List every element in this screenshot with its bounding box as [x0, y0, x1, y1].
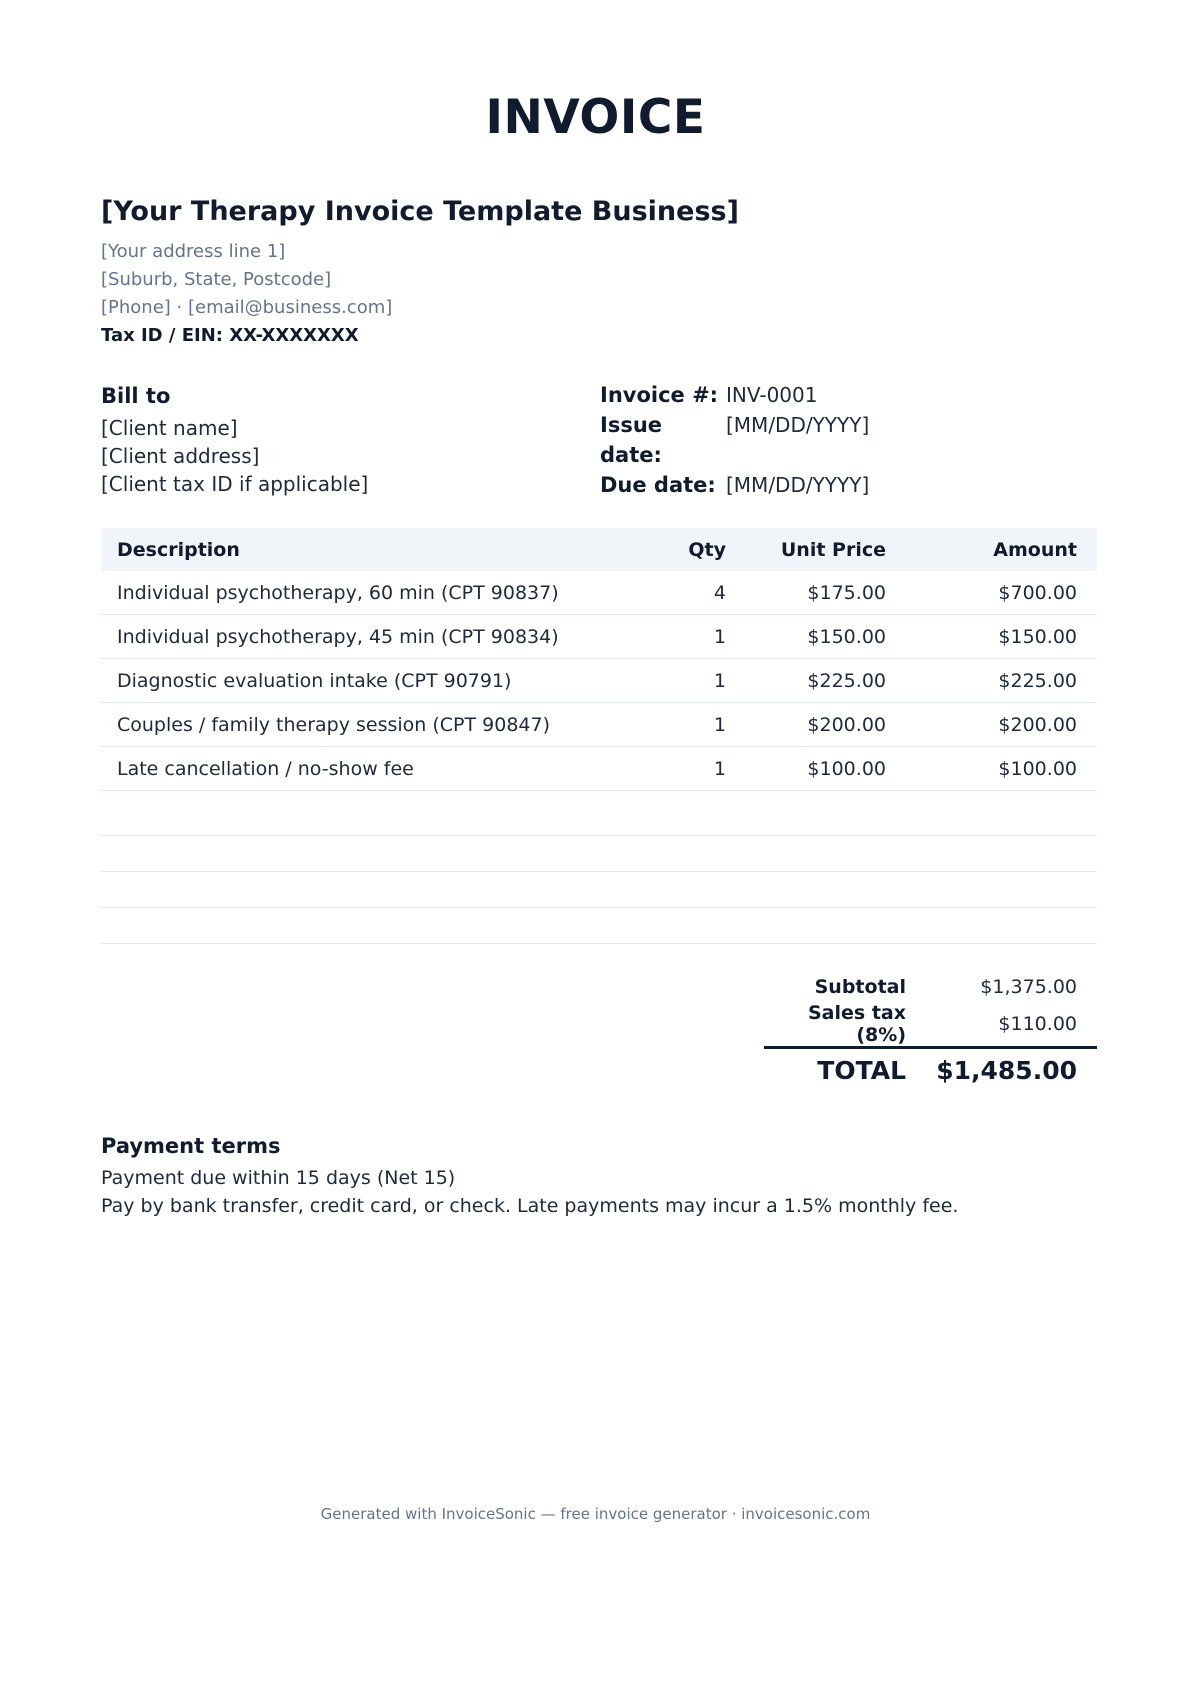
item-description: Individual psychotherapy, 60 min (CPT 90837) — [117, 581, 559, 604]
header-amount: Amount — [993, 538, 1077, 561]
empty-row — [101, 836, 1097, 872]
due-date-label: Due date: — [600, 473, 716, 497]
item-unit-price: $200.00 — [807, 713, 886, 736]
item-qty: 4 — [713, 581, 726, 604]
due-date-row — [600, 470, 1100, 500]
invoice-number-value: INV-0001 — [726, 383, 818, 407]
footer-text: Generated with InvoiceSonic — free invoice generator · invoicesonic.com — [320, 1505, 871, 1523]
item-amount: $100.00 — [998, 757, 1077, 780]
total-label: TOTAL — [817, 1056, 906, 1085]
item-unit-price: $225.00 — [807, 669, 886, 692]
empty-row — [101, 872, 1097, 908]
header-qty: Qty — [688, 538, 726, 561]
table-row — [101, 747, 1097, 791]
tax-row — [764, 1001, 1097, 1046]
due-date-value: [MM/DD/YYYY] — [726, 473, 870, 497]
empty-row — [101, 791, 1097, 836]
client-address: [Client address] — [101, 444, 260, 468]
item-qty: 1 — [713, 669, 726, 692]
item-amount: $200.00 — [998, 713, 1077, 736]
table-row — [101, 703, 1097, 747]
header-description: Description — [117, 538, 240, 561]
subtotal-row — [764, 968, 1097, 1005]
table-header — [101, 528, 1097, 571]
issue-date-row — [600, 410, 1100, 470]
item-qty: 1 — [713, 757, 726, 780]
totals-section — [764, 968, 1097, 1092]
table-row — [101, 615, 1097, 659]
total-row — [764, 1046, 1097, 1092]
tax-label: Sales tax (8%) — [808, 1001, 906, 1046]
tax-value: $110.00 — [998, 1012, 1077, 1035]
table-row — [101, 571, 1097, 615]
item-description: Individual psychotherapy, 45 min (CPT 90834) — [117, 625, 559, 648]
item-unit-price: $150.00 — [807, 625, 886, 648]
payment-terms-line-2: Pay by bank transfer, credit card, or check. Late payments may incur a 1.5% monthly fee. — [101, 1195, 959, 1217]
item-description: Late cancellation / no-show fee — [117, 757, 414, 780]
item-qty: 1 — [713, 713, 726, 736]
empty-row — [101, 908, 1097, 944]
header-unit-price: Unit Price — [780, 538, 886, 561]
subtotal-value: $1,375.00 — [980, 975, 1077, 998]
client-name: [Client name] — [101, 416, 238, 440]
business-name: [Your Therapy Invoice Template Business] — [101, 196, 739, 227]
item-description: Couples / family therapy session (CPT 90847) — [117, 713, 551, 736]
payment-terms-line-1: Payment due within 15 days (Net 15) — [101, 1167, 456, 1189]
item-amount: $700.00 — [998, 581, 1077, 604]
item-amount: $225.00 — [998, 669, 1077, 692]
issue-date-label: Issue date: — [600, 413, 663, 467]
table-row — [101, 659, 1097, 703]
total-value: $1,485.00 — [936, 1056, 1077, 1085]
item-qty: 1 — [713, 625, 726, 648]
business-tax-id: Tax ID / EIN: XX-XXXXXXX — [101, 325, 359, 346]
invoice-meta — [600, 380, 1100, 500]
line-items-table — [101, 528, 1097, 944]
payment-terms — [101, 1130, 1101, 1220]
invoice-title: INVOICE — [485, 90, 706, 145]
issue-date-value: [MM/DD/YYYY] — [726, 413, 870, 437]
business-address-line-2: [Suburb, State, Postcode] — [101, 269, 332, 290]
business-info — [101, 194, 801, 350]
client-tax-id: [Client tax ID if applicable] — [101, 472, 369, 496]
item-unit-price: $100.00 — [807, 757, 886, 780]
payment-terms-title: Payment terms — [101, 1134, 281, 1158]
subtotal-label: Subtotal — [814, 975, 906, 998]
item-unit-price: $175.00 — [807, 581, 886, 604]
invoice-number-row — [600, 380, 1100, 410]
bill-to-section — [101, 380, 581, 498]
bill-to-title: Bill to — [101, 384, 171, 408]
invoice-number-label: Invoice #: — [600, 383, 719, 407]
business-contact: [Phone] · [email@business.com] — [101, 297, 393, 318]
item-amount: $150.00 — [998, 625, 1077, 648]
business-address-line-1: [Your address line 1] — [101, 241, 286, 262]
item-description: Diagnostic evaluation intake (CPT 90791) — [117, 669, 512, 692]
